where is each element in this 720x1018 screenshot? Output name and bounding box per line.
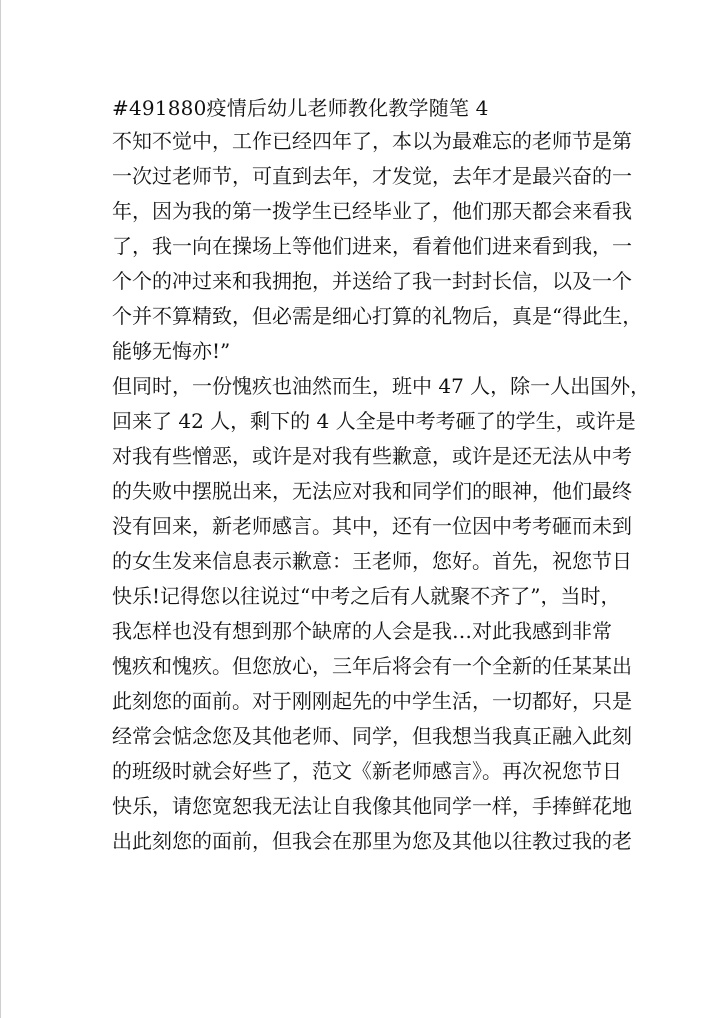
text-line: 个个的冲过来和我拥抱，并送给了我一封封长信，以及一个 <box>112 269 632 293</box>
text-line: 的女生发来信息表示歉意：王老师，您好。首先，祝您节日 <box>112 549 632 573</box>
text-line: 愧疚和愧疚。但您放心，三年后将会有一个全新的任某某出 <box>112 654 632 678</box>
text-line: 快乐!记得您以往说过“中考之后有人就聚不齐了”，当时， <box>112 584 621 608</box>
document-title: #491880疫情后幼儿老师教化教学随笔 4 <box>112 96 489 120</box>
text-line: 的失败中摆脱出来，无法应对我和同学们的眼神，他们最终 <box>112 479 632 503</box>
text-line: 能够无悔亦!” <box>112 339 231 363</box>
text-line: 快乐，请您宽恕我无法让自我像其他同学一样，手捧鲜花地 <box>112 794 632 818</box>
text-line: 出此刻您的面前，但我会在那里为您及其他以往教过我的老 <box>112 829 632 853</box>
text-line: 了，我一向在操场上等他们进来，看着他们进来看到我，一 <box>112 234 632 258</box>
text-line: 但同时，一份愧疚也油然而生，班中 47 人，除一人出国外， <box>112 374 651 398</box>
text-line: 对我有些憎恶，或许是对我有些歉意，或许是还无法从中考 <box>112 444 632 468</box>
text-line: 此刻您的面前。对于刚刚起先的中学生活，一切都好，只是 <box>112 689 632 713</box>
paragraph-1 <box>112 124 643 369</box>
text-line: 个并不算精致，但必需是细心打算的礼物后，真是“得此生， <box>112 304 643 328</box>
document-body <box>112 92 651 859</box>
text-line: 没有回来，新老师感言。其中，还有一位因中考考砸而未到 <box>112 514 632 538</box>
text-line: 不知不觉中，工作已经四年了，本以为最难忘的老师节是第 <box>112 129 632 153</box>
text-line: 年，因为我的第一拨学生已经毕业了，他们那天都会来看我 <box>112 199 632 223</box>
text-line: 经常会惦念您及其他老师、同学，但我想当我真正融入此刻 <box>112 724 632 748</box>
text-line: 回来了 42 人，剩下的 4 人全是中考考砸了的学生，或许是 <box>112 409 636 433</box>
paragraph-2 <box>112 369 651 859</box>
text-line: 一次过老师节，可直到去年，才发觉，去年才是最兴奋的一 <box>112 164 632 188</box>
text-line: 的班级时就会好些了，范文《新老师感言》。再次祝您节日 <box>112 759 622 783</box>
text-line: 我怎样也没有想到那个缺席的人会是我…对此我感到非常 <box>112 619 612 643</box>
